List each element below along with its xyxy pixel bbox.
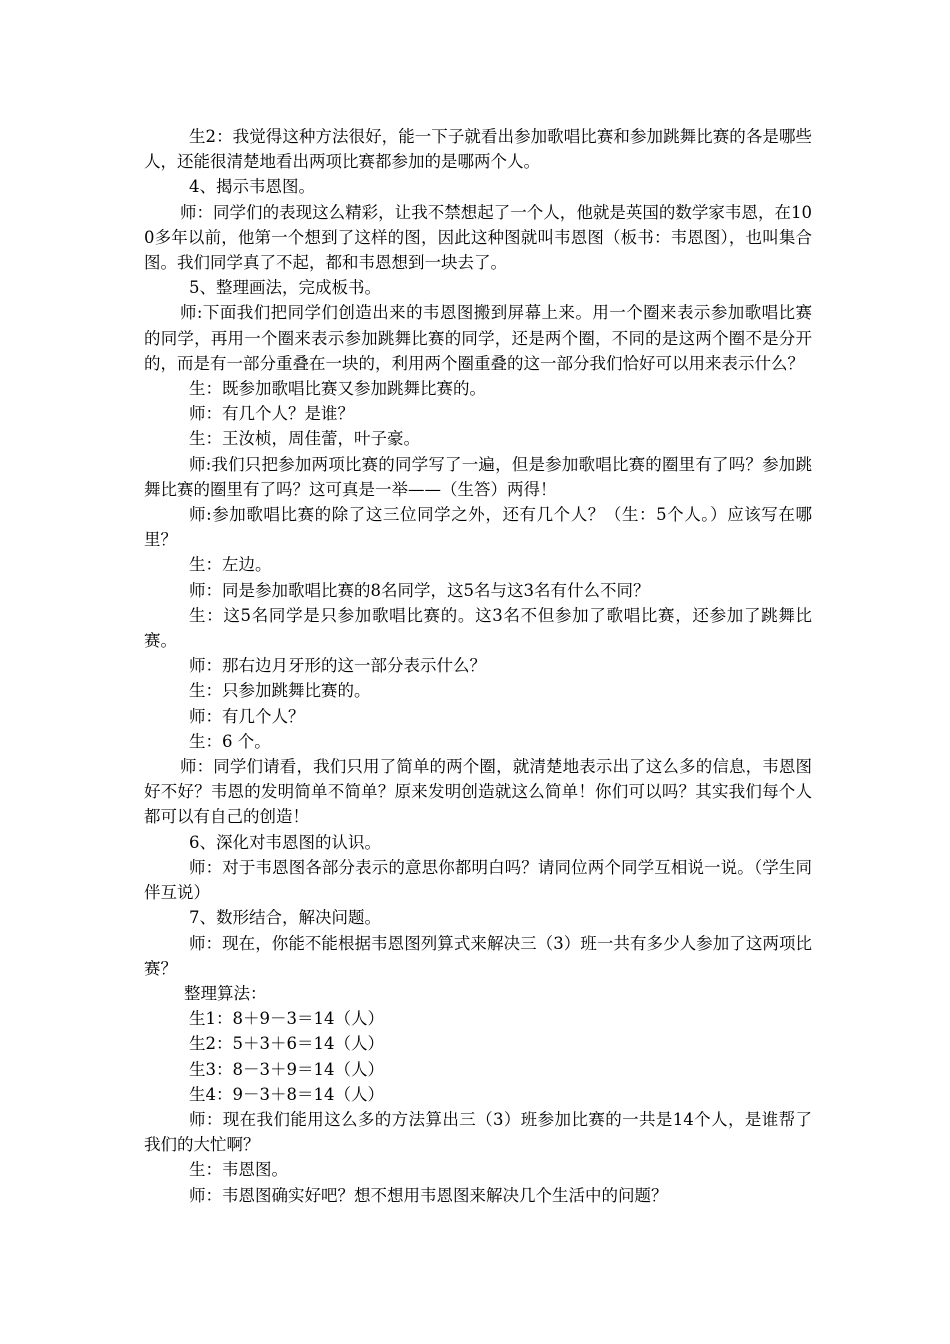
paragraph: 师：对于韦恩图各部分表示的意思你都明白吗？请同位两个同学互相说一说。（学生同伴互说） (144, 857, 812, 903)
paragraph: 生：既参加歌唱比赛又参加跳舞比赛的。 (189, 379, 486, 399)
document-page (144, 124, 812, 1208)
paragraph: 师：那右边月牙形的这一部分表示什么？ (189, 656, 486, 676)
paragraph: 师：有几个人？是谁？ (189, 404, 354, 424)
section-heading: 4、揭示韦恩图。 (189, 177, 315, 197)
paragraph: 生2：我觉得这种方法很好，能一下子就看出参加歌唱比赛和参加跳舞比赛的各是哪些人，还能很清楚地看出两项比赛都参加的是哪两个人。 (144, 127, 812, 172)
section-heading: 5、整理画法，完成板书。 (189, 278, 381, 298)
paragraph: 师:下面我们把同学们创造出来的韦恩图搬到屏幕上来。用一个圈来表示参加歌唱比赛的同学，再用一个圈来表示参加跳舞比赛的同学，还是两个圈，不同的是这两个圈不是分开的，而是有一部分重叠在一块的，利用两个圈重叠的这一部分我们恰好可以用来表示什么？ (144, 303, 812, 373)
section-heading: 7、数形结合，解决问题。 (189, 908, 381, 928)
equation-line: 生3：8－3＋9＝14（人） (189, 1059, 384, 1079)
paragraph: 师：同学们的表现这么精彩，让我不禁想起了一个人，他就是英国的数学家韦恩，在100多年以前，他第一个想到了这样的图，因此这种图就叫韦恩图（板书：韦恩图），也叫集合图。我们同学真了不起，都和韦恩想到一块去了。 (144, 202, 812, 273)
paragraph: 师:参加歌唱比赛的除了这三位同学之外，还有几个人？（生：5个人。）应该写在哪里？ (144, 505, 812, 550)
paragraph: 生：6 个。 (189, 731, 271, 751)
paragraph: 师：同是参加歌唱比赛的8名同学，这5名与这3名有什么不同？ (189, 580, 650, 600)
paragraph: 生：左边。 (189, 555, 272, 575)
paragraph: 生：韦恩图。 (189, 1160, 288, 1180)
paragraph: 师:我们只把参加两项比赛的同学写了一遍，但是参加歌唱比赛的圈里有了吗？参加跳舞比赛的圈里有了吗？这可真是一举——（生答）两得！ (144, 454, 812, 499)
paragraph: 师：有几个人？ (189, 706, 305, 726)
equation-line: 生4：9－3＋8＝14（人） (189, 1084, 384, 1104)
paragraph: 师：现在，你能不能根据韦恩图列算式来解决三（3）班一共有多少人参加了这两项比赛？ (144, 933, 812, 978)
paragraph: 生：这5名同学是只参加歌唱比赛的。这3名不但参加了歌唱比赛，还参加了跳舞比赛。 (144, 605, 812, 651)
equation-line: 生2：5＋3＋6＝14（人） (189, 1034, 384, 1054)
paragraph: 师：现在我们能用这么多的方法算出三（3）班参加比赛的一共是14个人，是谁帮了我们的大忙啊？ (144, 1109, 812, 1155)
equation-line: 生1：8＋9－3＝14（人） (189, 1009, 384, 1029)
paragraph: 整理算法： (184, 983, 267, 1003)
paragraph: 生：王汝桢，周佳蕾，叶子豪。 (189, 429, 420, 449)
paragraph: 生：只参加跳舞比赛的。 (189, 681, 371, 701)
paragraph: 师：韦恩图确实好吧？想不想用韦恩图来解决几个生活中的问题？ (189, 1185, 668, 1205)
section-heading: 6、深化对韦恩图的认识。 (189, 832, 381, 852)
paragraph: 师：同学们请看，我们只用了简单的两个圈，就清楚地表示出了这么多的信息，韦恩图好不好？韦恩的发明简单不简单？原来发明创造就这么简单！你们可以吗？其实我们每个人都可以有自己的创造！ (144, 757, 812, 827)
